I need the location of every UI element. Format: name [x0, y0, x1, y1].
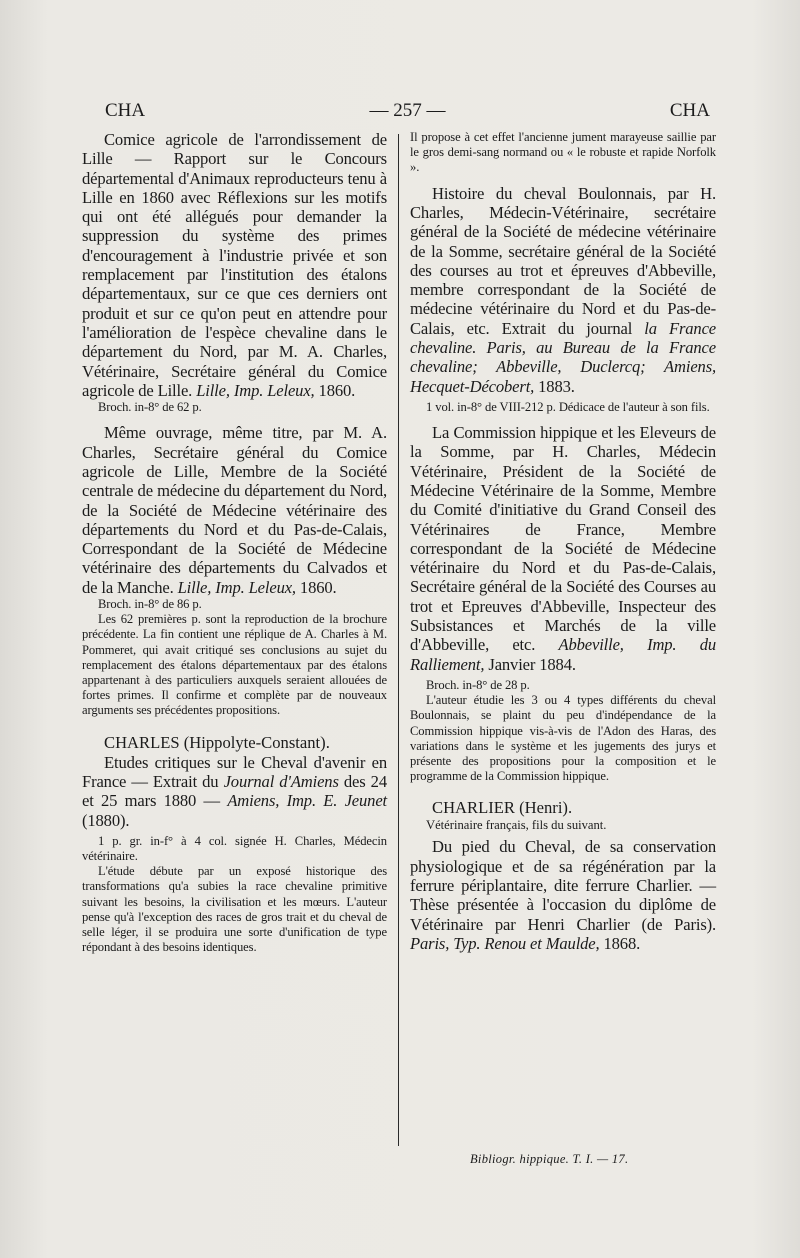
left-column: [82, 130, 387, 955]
header-right-word: CHA: [669, 100, 710, 121]
entry-note: Broch. in-8° de 62 p.: [98, 400, 202, 415]
right-column: [410, 130, 716, 953]
header-left-word: CHA: [105, 100, 146, 121]
entry-note: 1 p. gr. in-f° à 4 col. signée H. Charles, Médecin vétérinaire.: [82, 833, 387, 864]
author-heading: CHARLIER (Henri).: [432, 798, 573, 818]
signature-footer: Bibliogr. hippique. T. I. — 17.: [470, 1152, 629, 1166]
entry-comice-1860: Comice agricole de l'arrondissement de Lille — Rapport sur le Concours départemental d'Animaux reproducteurs tenu à Lille en 1860 avec Réflexions sur les motifs qui ont été allégués pour demander la suppression du système des primes d'encouragement à l'industrie privée et son remplacement par l'institution des étalons départementaux, sur ce que ces derniers ont produit et sur ce qu'on peut en attendre pour l'amélioration de l'espèce chevaline dans le département du Nord, par M. A. Charles, Vétérinaire, Secrétaire général du Comice agricole de Lille. Lille, Imp. Leleux, 1860.: [82, 130, 387, 400]
entry-etudes-critiques: Etudes critiques sur le Cheval d'avenir en France — Extrait du Journal d'Amiens des 24 et 25 mars 1880 — Amiens, Imp. E. Jeunet (1880).: [82, 752, 387, 830]
entry-note: Les 62 premières p. sont la reproduction de la brochure précédente. La fin contient une réplique de A. Charles à M. Pommeret, qui avait critiqué ses conclusions au sujet du remplacement des étalons départementaux par des étalons appartenant à des particuliers auxquels seraient allouées de fortes primes. Il confirme et complète par de nouveaux arguments ses précédentes propositions.: [82, 612, 387, 718]
entry-note: 1 vol. in-8° de VIII-212 p. Dédicace de l'auteur à son fils.: [426, 399, 710, 414]
entry-note-continued: Il propose à cet effet l'ancienne jument marayeuse saillie par le gros demi-sang normand ou « le robuste et rapide Norfolk ».: [410, 130, 716, 175]
entry-note: Broch. in-8° de 28 p.: [426, 677, 530, 692]
page-number: — 257 —: [369, 100, 446, 121]
entry-commission-hippique: La Commission hippique et les Eleveurs de la Somme, par H. Charles, Médecin Vétérinaire, Président de la Société de Médecine Vétérinaire de la Somme, Membre du Comité d'initiative du Grand Conseil des Vétérinaires de France, Membre correspondant de la Société de Médecine vétérinaire du Nord et du Pas-de-Calais, Secrétaire général de la Société des Courses au trot et Epreuves d'Abbeville, Inspecteur des Subsistances et Marchés de la ville d'Abbeville, etc. Abbeville, Imp. du Ralliement, Janvier 1884.: [410, 423, 716, 674]
entry-meme-ouvrage: Même ouvrage, même titre, par M. A. Charles, Secrétaire général du Comice agricole de Lille, Membre de la Société centrale de médecine du département du Nord, de la Société de Médecine vétérinaire des départements du Nord et du Pas-de-Calais, Correspondant de la Société de Médecine vétérinaire des départements du Calvados et de la Manche. Lille, Imp. Leleux, 1860.: [82, 423, 387, 597]
author-heading: CHARLES (Hippolyte-Constant).: [104, 732, 330, 752]
entry-note: L'auteur étudie les 3 ou 4 types différents du cheval Boulonnais, se plaint du peu d'indépendance de la Commission hippique vis-à-vis de l'Adon des Haras, des variations dans le système et les jugements des jurys et présente des propositions pour la composition et le programme de la Commission hippique.: [410, 693, 716, 784]
column-divider: [398, 134, 399, 1146]
running-header: [105, 100, 710, 126]
entry-note: L'étude débute par un exposé historique des transformations qu'a subies la race chevaline primitive suivant les besoins, la civilisation et les mœurs. L'auteur pense qu'à l'exception des races de gros trait et du cheval de selle léger, il se produira une sorte d'unification de type répondant à des besoins identiques.: [82, 864, 387, 955]
author-subnote: Vétérinaire français, fils du suivant.: [426, 818, 607, 833]
entry-histoire-boulonnais: Histoire du cheval Boulonnais, par H. Charles, Médecin-Vétérinaire, secrétaire général de la Société de médecine vétérinaire de la Somme, secrétaire général de la Société des courses au trot et épreuves d'Abbeville, membre correspondant de la Société de médecine vétérinaire du Nord et du Pas-de-Calais, etc. Extrait du journal la France chevaline. Paris, au Bureau de la France chevaline; Abbeville, Duclercq; Amiens, Hecquet-Décobert, 1883.: [410, 183, 716, 396]
entry-pied-du-cheval: Du pied du Cheval, de sa conservation physiologique et de sa régénération par la ferrure périplantaire, dite ferrure Charlier. — Thèse présentée à l'occasion du diplôme de Vétérinaire par Henri Charlier (de Paris). Paris, Typ. Renou et Maulde, 1868.: [410, 837, 716, 953]
entry-note: Broch. in-8° de 86 p.: [98, 597, 202, 612]
